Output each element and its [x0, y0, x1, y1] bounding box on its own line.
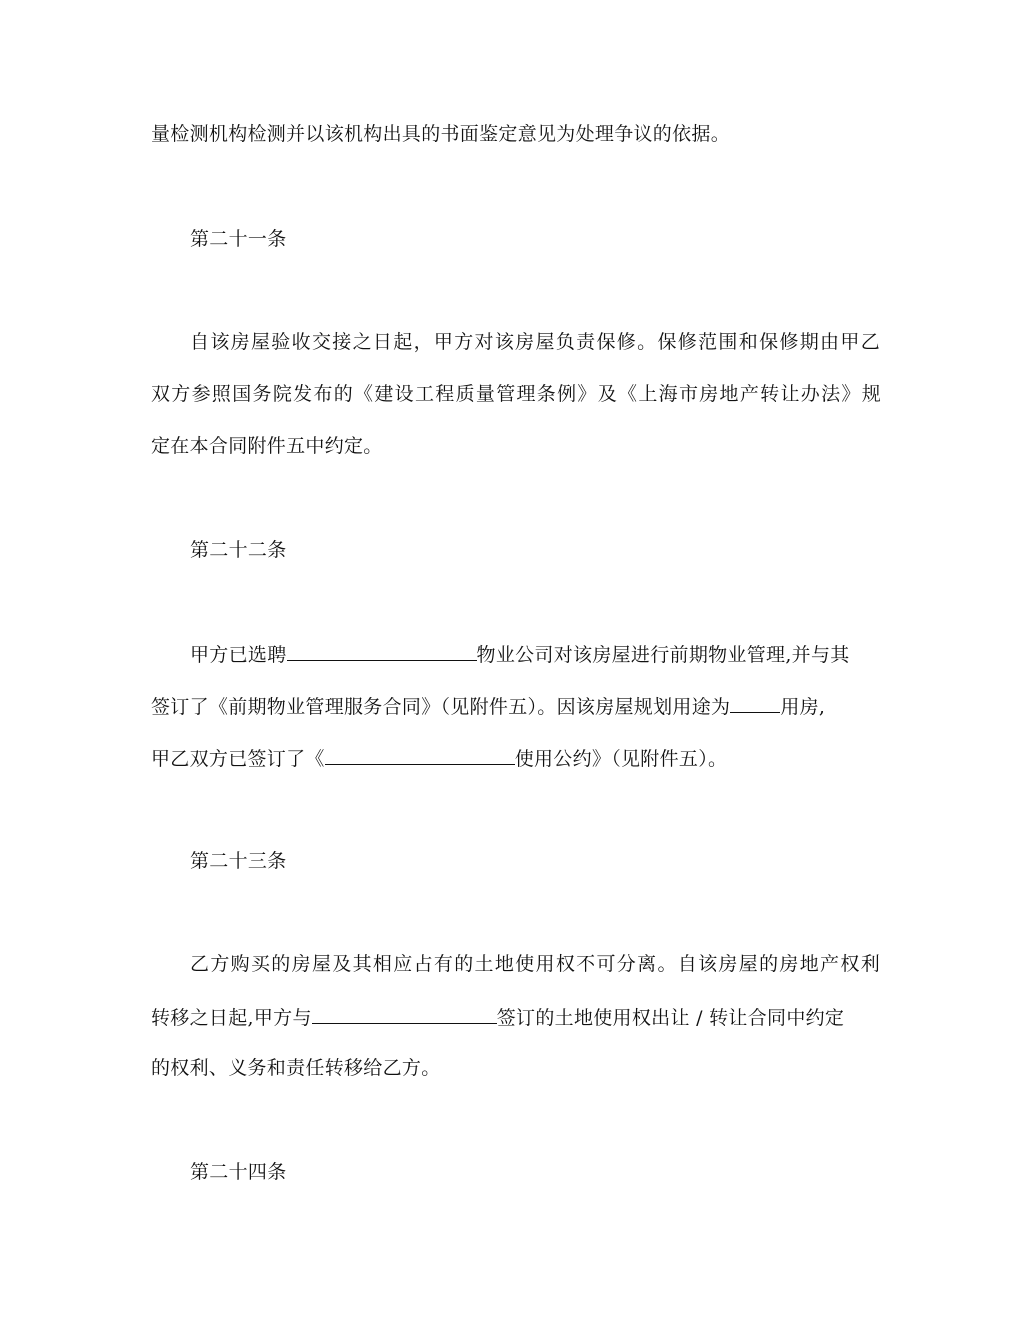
article-22-line-2-end: 用房, — [780, 696, 826, 718]
article-22-line-2 — [151, 692, 881, 720]
article-21-line-2: 双方参照国务院发布的《建设工程质量管理条例》及《上海市房地产转让办法》规 — [151, 383, 881, 405]
article-22-line-3-end: 使用公约》（见附件五）。 — [514, 748, 728, 770]
article-22-line-3-start: 甲乙双方已签订了《 — [151, 748, 325, 770]
article-22-line-2-start: 签订了《前期物业管理服务合同》（见附件五）。因该房屋规划用途为 — [151, 696, 731, 718]
continued-paragraph-line: 量检测机构检测并以该机构出具的书面鉴定意见为处理争议的依据。 — [151, 123, 731, 145]
article-22-line-1 — [190, 640, 880, 668]
article-21-title: 第二十一条 — [190, 228, 287, 250]
article-22-line-3 — [151, 744, 881, 772]
article-24-title: 第二十四条 — [190, 1161, 287, 1183]
convention-name-blank — [325, 744, 515, 765]
article-21-line-3: 定在本合同附件五中约定。 — [151, 435, 383, 457]
article-22-line-1-start: 甲方已选聘 — [190, 644, 287, 666]
article-23-line-3: 的权利、义务和责任转移给乙方。 — [151, 1057, 441, 1079]
article-22-title: 第二十二条 — [190, 539, 287, 561]
article-22-line-1-end: 物业公司对该房屋进行前期物业管理,并与其 — [476, 644, 850, 666]
property-company-blank — [287, 640, 477, 661]
planned-use-blank — [730, 692, 780, 713]
article-23-title: 第二十三条 — [190, 850, 287, 872]
article-23-line-1: 乙方购买的房屋及其相应占有的土地使用权不可分离。自该房屋的房地产权利 — [190, 953, 880, 975]
land-contract-party-blank — [312, 1003, 497, 1024]
article-23-line-2-start: 转移之日起,甲方与 — [151, 1007, 312, 1029]
article-21-line-1: 自该房屋验收交接之日起，甲方对该房屋负责保修。保修范围和保修期由甲乙 — [190, 331, 880, 353]
article-23-line-2 — [151, 1003, 881, 1031]
article-23-line-2-end: 签订的土地使用权出让 / 转让合同中约定 — [496, 1007, 845, 1029]
